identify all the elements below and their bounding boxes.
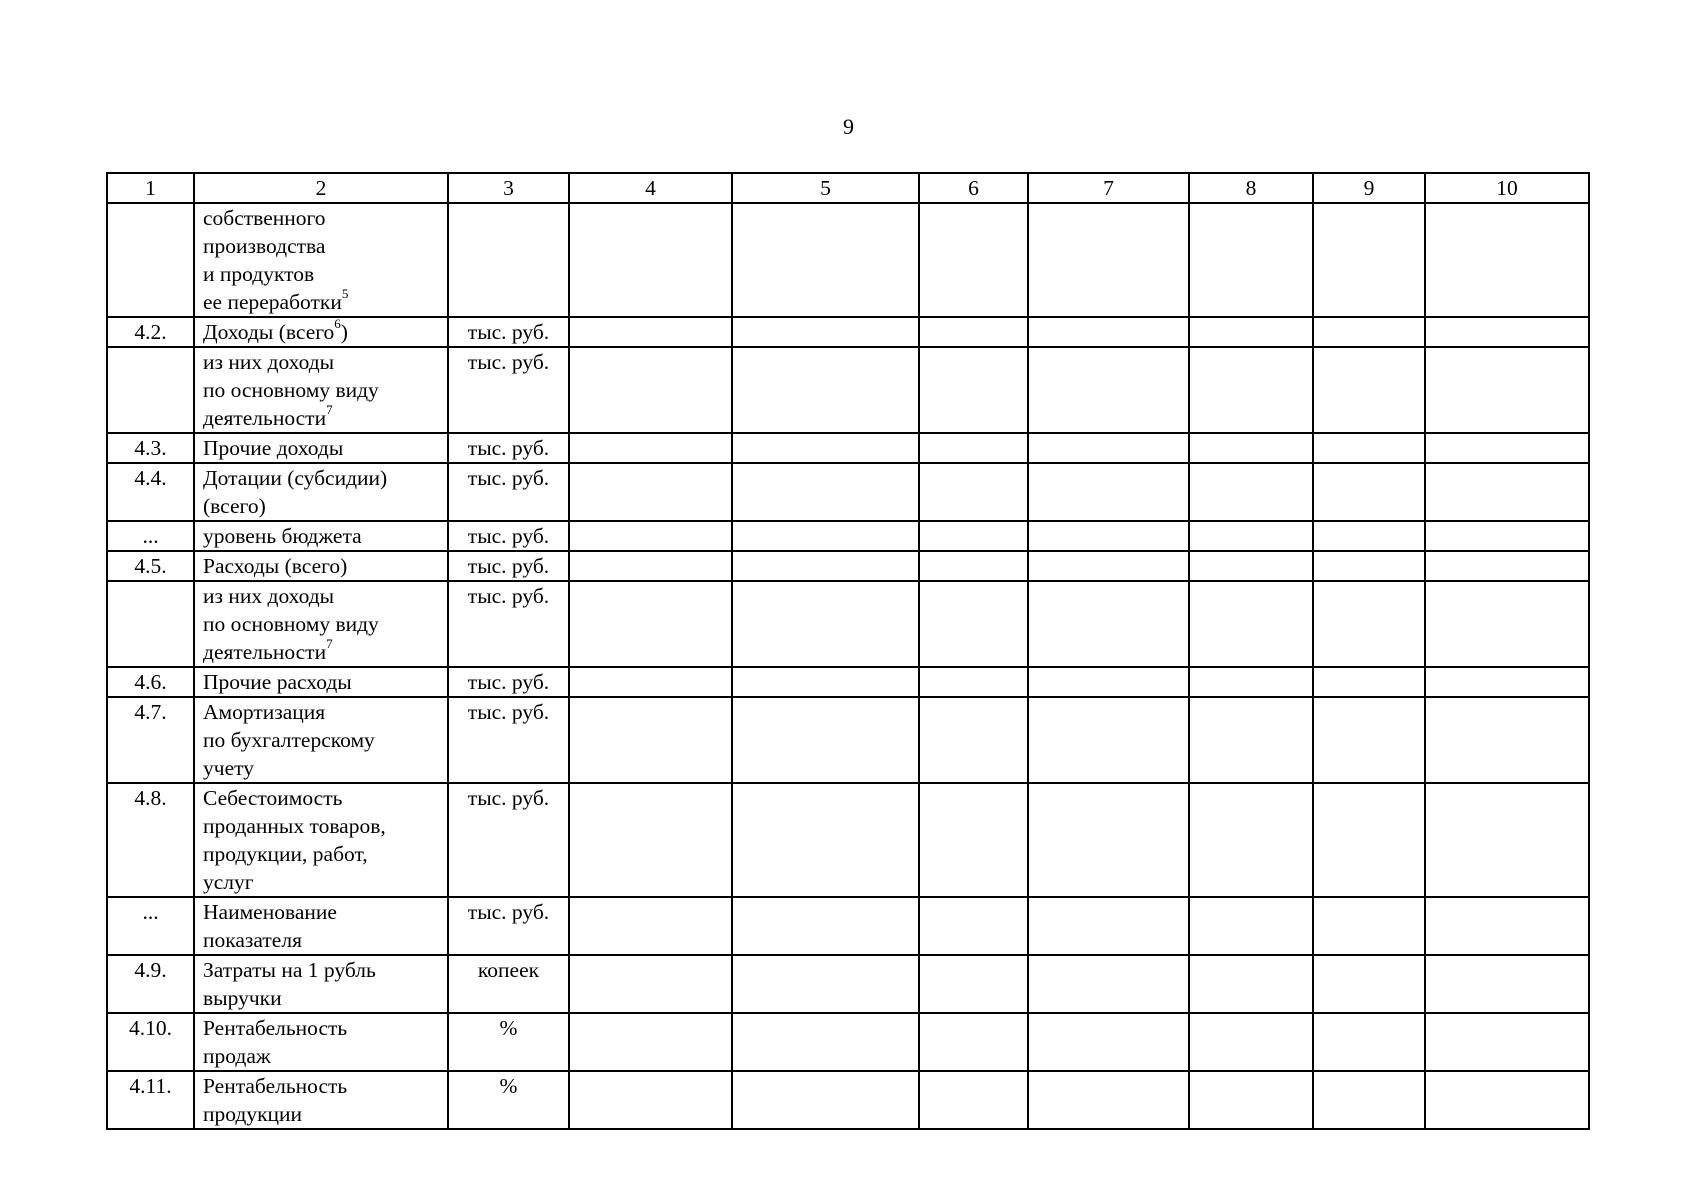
footnote-marker: 6 (334, 317, 341, 331)
column-header: 8 (1189, 173, 1313, 203)
value-cell (1313, 317, 1425, 347)
indicator-name-line (203, 812, 439, 840)
value-cell (569, 347, 732, 433)
value-cell (569, 203, 732, 317)
indicator-name-line (203, 984, 439, 1012)
indicator-name-text: проданных товаров, (203, 814, 386, 838)
value-cell (569, 697, 732, 783)
value-cell (1313, 955, 1425, 1013)
value-cell (1028, 955, 1189, 1013)
value-cell (569, 667, 732, 697)
column-header: 1 (107, 173, 194, 203)
value-cell (919, 581, 1028, 667)
value-cell (1425, 697, 1589, 783)
indicator-name-text: Рентабельность (203, 1074, 348, 1098)
value-cell (919, 667, 1028, 697)
value-cell (919, 433, 1028, 463)
indicator-name-text: по бухгалтерскому (203, 728, 375, 752)
table-row (107, 581, 1589, 667)
value-cell (1028, 433, 1189, 463)
table-row (107, 521, 1589, 551)
value-cell (919, 551, 1028, 581)
indicator-name-text: выручки (203, 986, 282, 1010)
indicator-name (194, 463, 448, 521)
value-cell (1189, 433, 1313, 463)
indicator-name-line (203, 840, 439, 868)
row-number: 4.10. (107, 1013, 194, 1071)
value-cell (1189, 317, 1313, 347)
indicator-name-text: ее переработки (203, 290, 342, 314)
value-cell (1028, 897, 1189, 955)
value-cell (1189, 955, 1313, 1013)
value-cell (569, 783, 732, 897)
value-cell (569, 521, 732, 551)
column-header: 5 (732, 173, 919, 203)
row-number: 4.2. (107, 317, 194, 347)
value-cell (1028, 1071, 1189, 1129)
indicator-name-line (203, 668, 439, 696)
value-cell (569, 433, 732, 463)
indicators-table (106, 172, 1590, 1130)
indicator-name-line (203, 404, 439, 432)
value-cell (1425, 667, 1589, 697)
table-row (107, 1013, 1589, 1071)
value-cell (732, 1013, 919, 1071)
indicator-name (194, 783, 448, 897)
value-cell (1189, 463, 1313, 521)
value-cell (732, 955, 919, 1013)
value-cell (1313, 697, 1425, 783)
value-cell (1028, 783, 1189, 897)
value-cell (919, 521, 1028, 551)
indicator-name-line (203, 1100, 439, 1128)
indicator-name-text: Расходы (всего) (203, 554, 348, 578)
value-cell (1313, 203, 1425, 317)
value-cell (1425, 1013, 1589, 1071)
value-cell (1028, 521, 1189, 551)
value-cell (732, 1071, 919, 1129)
indicator-name-text: и продуктов (203, 262, 315, 286)
column-header: 3 (448, 173, 569, 203)
indicator-name (194, 551, 448, 581)
indicator-name-line (203, 610, 439, 638)
indicator-name-text: из них доходы (203, 584, 335, 608)
indicator-name-line (203, 492, 439, 520)
table-row (107, 203, 1589, 317)
column-header: 4 (569, 173, 732, 203)
indicator-name-text: уровень бюджета (203, 524, 362, 548)
value-cell (919, 783, 1028, 897)
table-row (107, 551, 1589, 581)
row-number: 4.5. (107, 551, 194, 581)
indicator-name-line (203, 784, 439, 812)
row-number: 4.7. (107, 697, 194, 783)
indicator-name-line (203, 1014, 439, 1042)
footnote-marker: 7 (326, 402, 333, 417)
value-cell (732, 551, 919, 581)
indicator-name-line (203, 926, 439, 954)
value-cell (1313, 897, 1425, 955)
value-cell (1425, 433, 1589, 463)
indicator-name-line (203, 232, 439, 260)
indicator-name-text: по основному виду (203, 378, 379, 402)
value-cell (1425, 317, 1589, 347)
table-row (107, 463, 1589, 521)
table-row (107, 317, 1589, 347)
value-cell (919, 203, 1028, 317)
value-cell (919, 463, 1028, 521)
value-cell (569, 1071, 732, 1129)
value-cell (1425, 203, 1589, 317)
value-cell (1425, 1071, 1589, 1129)
indicator-name-text: собственного (203, 206, 326, 230)
row-number: 4.3. (107, 433, 194, 463)
indicator-name-text: из них доходы (203, 350, 335, 374)
indicator-name-line (203, 754, 439, 782)
indicator-name-line (203, 348, 439, 376)
indicator-name-line (203, 582, 439, 610)
value-cell (1189, 667, 1313, 697)
indicator-name-text: (всего) (203, 494, 266, 518)
value-cell (1313, 521, 1425, 551)
value-cell (569, 551, 732, 581)
column-header: 7 (1028, 173, 1189, 203)
row-number: ... (107, 521, 194, 551)
unit-of-measure: тыс. руб. (448, 521, 569, 551)
unit-of-measure: тыс. руб. (448, 897, 569, 955)
value-cell (732, 581, 919, 667)
indicator-name (194, 667, 448, 697)
row-number: 4.9. (107, 955, 194, 1013)
indicator-name (194, 697, 448, 783)
row-number: 4.4. (107, 463, 194, 521)
indicator-name-line (203, 1042, 439, 1070)
value-cell (1028, 463, 1189, 521)
table-row (107, 697, 1589, 783)
value-cell (732, 433, 919, 463)
unit-of-measure: тыс. руб. (448, 317, 569, 347)
indicator-name (194, 1071, 448, 1129)
unit-of-measure: тыс. руб. (448, 551, 569, 581)
value-cell (919, 347, 1028, 433)
value-cell (1313, 463, 1425, 521)
table-row (107, 1071, 1589, 1129)
footnote-marker: 5 (341, 286, 349, 301)
value-cell (732, 347, 919, 433)
row-number (107, 347, 194, 433)
value-cell (1189, 347, 1313, 433)
value-cell (1189, 697, 1313, 783)
indicator-name-text: показателя (203, 928, 302, 952)
unit-of-measure: копеек (448, 955, 569, 1013)
table-row (107, 897, 1589, 955)
indicator-name-text: учету (203, 756, 254, 780)
table-row (107, 955, 1589, 1013)
value-cell (919, 317, 1028, 347)
column-header: 9 (1313, 173, 1425, 203)
unit-of-measure: % (448, 1071, 569, 1129)
page-number: 9 (843, 114, 854, 139)
value-cell (1425, 581, 1589, 667)
row-number: 4.8. (107, 783, 194, 897)
value-cell (732, 667, 919, 697)
indicator-name-line (203, 204, 439, 232)
indicator-name-text: услуг (203, 870, 254, 894)
value-cell (732, 521, 919, 551)
value-cell (569, 317, 732, 347)
indicator-name-text: по основному виду (203, 612, 379, 636)
value-cell (1425, 897, 1589, 955)
value-cell (1189, 203, 1313, 317)
indicator-name-line (203, 318, 439, 346)
indicator-name-text: производства (203, 234, 326, 258)
value-cell (569, 463, 732, 521)
value-cell (1313, 667, 1425, 697)
value-cell (919, 697, 1028, 783)
indicator-name-line (203, 638, 439, 666)
value-cell (569, 1013, 732, 1071)
value-cell (1189, 581, 1313, 667)
indicator-name-text: Амортизация (203, 700, 326, 724)
value-cell (1028, 551, 1189, 581)
indicator-name-line (203, 898, 439, 926)
value-cell (1425, 347, 1589, 433)
row-number (107, 581, 194, 667)
value-cell (1028, 697, 1189, 783)
value-cell (1425, 783, 1589, 897)
indicator-name-text: Прочие доходы (203, 436, 344, 460)
row-number (107, 203, 194, 317)
column-header: 2 (194, 173, 448, 203)
indicator-name-line (203, 260, 439, 288)
value-cell (1028, 1013, 1189, 1071)
indicator-name-text: Рентабельность (203, 1016, 348, 1040)
value-cell (1313, 783, 1425, 897)
value-cell (1313, 1013, 1425, 1071)
indicator-name-text: Дотации (субсидии) (203, 466, 388, 490)
value-cell (919, 897, 1028, 955)
value-cell (1028, 347, 1189, 433)
value-cell (1028, 203, 1189, 317)
value-cell (1425, 551, 1589, 581)
value-cell (1028, 581, 1189, 667)
unit-of-measure: тыс. руб. (448, 433, 569, 463)
indicator-name (194, 521, 448, 551)
value-cell (569, 897, 732, 955)
value-cell (1425, 521, 1589, 551)
indicator-name-line (203, 522, 439, 550)
column-header: 6 (919, 173, 1028, 203)
indicator-name-line (203, 552, 439, 580)
value-cell (1425, 463, 1589, 521)
value-cell (1313, 347, 1425, 433)
value-cell (919, 955, 1028, 1013)
indicator-name (194, 581, 448, 667)
unit-of-measure: % (448, 1013, 569, 1071)
value-cell (1313, 551, 1425, 581)
indicator-name-text: Затраты на 1 рубль (203, 958, 376, 982)
table-row (107, 433, 1589, 463)
unit-of-measure (448, 203, 569, 317)
table-body (107, 203, 1589, 1129)
indicator-name (194, 317, 448, 347)
indicator-name-text: Себестоимость (203, 786, 343, 810)
value-cell (1313, 581, 1425, 667)
indicator-name-text: Доходы (всего (203, 320, 335, 344)
value-cell (569, 581, 732, 667)
value-cell (1313, 433, 1425, 463)
value-cell (732, 317, 919, 347)
value-cell (1189, 1071, 1313, 1129)
value-cell (1189, 551, 1313, 581)
indicator-name (194, 897, 448, 955)
value-cell (732, 897, 919, 955)
footnote-marker: 7 (326, 636, 333, 651)
table-row (107, 783, 1589, 897)
indicator-name-text: продукции (203, 1102, 303, 1126)
unit-of-measure: тыс. руб. (448, 581, 569, 667)
indicator-name-text: деятельности (203, 640, 327, 664)
indicator-name-line (203, 956, 439, 984)
unit-of-measure: тыс. руб. (448, 347, 569, 433)
indicator-name-line (203, 726, 439, 754)
value-cell (732, 463, 919, 521)
indicator-name-text: Прочие расходы (203, 670, 352, 694)
indicator-name-line (203, 434, 439, 462)
table-row (107, 347, 1589, 433)
indicator-name (194, 1013, 448, 1071)
indicator-name-line (203, 1072, 439, 1100)
value-cell (1189, 897, 1313, 955)
value-cell (1313, 1071, 1425, 1129)
indicator-name-line (203, 868, 439, 896)
value-cell (1189, 1013, 1313, 1071)
indicator-name (194, 955, 448, 1013)
row-number: 4.11. (107, 1071, 194, 1129)
indicator-name-tail: ) (340, 320, 348, 344)
indicator-name-text: деятельности (203, 406, 327, 430)
unit-of-measure: тыс. руб. (448, 667, 569, 697)
value-cell (569, 955, 732, 1013)
value-cell (1425, 955, 1589, 1013)
value-cell (1189, 521, 1313, 551)
column-header: 10 (1425, 173, 1589, 203)
unit-of-measure: тыс. руб. (448, 783, 569, 897)
indicator-name (194, 203, 448, 317)
value-cell (919, 1013, 1028, 1071)
table-row (107, 667, 1589, 697)
value-cell (1028, 317, 1189, 347)
indicator-name-line (203, 376, 439, 404)
value-cell (732, 203, 919, 317)
indicator-name-line (203, 698, 439, 726)
unit-of-measure: тыс. руб. (448, 463, 569, 521)
value-cell (919, 1071, 1028, 1129)
row-number: ... (107, 897, 194, 955)
indicator-name-text: Наименование (203, 900, 337, 924)
value-cell (1189, 783, 1313, 897)
value-cell (1028, 667, 1189, 697)
indicator-name-line (203, 464, 439, 492)
indicator-name-text: продукции, работ, (203, 842, 368, 866)
column-number-row (107, 173, 1589, 203)
indicator-name (194, 347, 448, 433)
indicator-name-line (203, 288, 439, 316)
indicator-name-text: продаж (203, 1044, 271, 1068)
value-cell (732, 697, 919, 783)
unit-of-measure: тыс. руб. (448, 697, 569, 783)
indicator-name (194, 433, 448, 463)
value-cell (732, 783, 919, 897)
row-number: 4.6. (107, 667, 194, 697)
